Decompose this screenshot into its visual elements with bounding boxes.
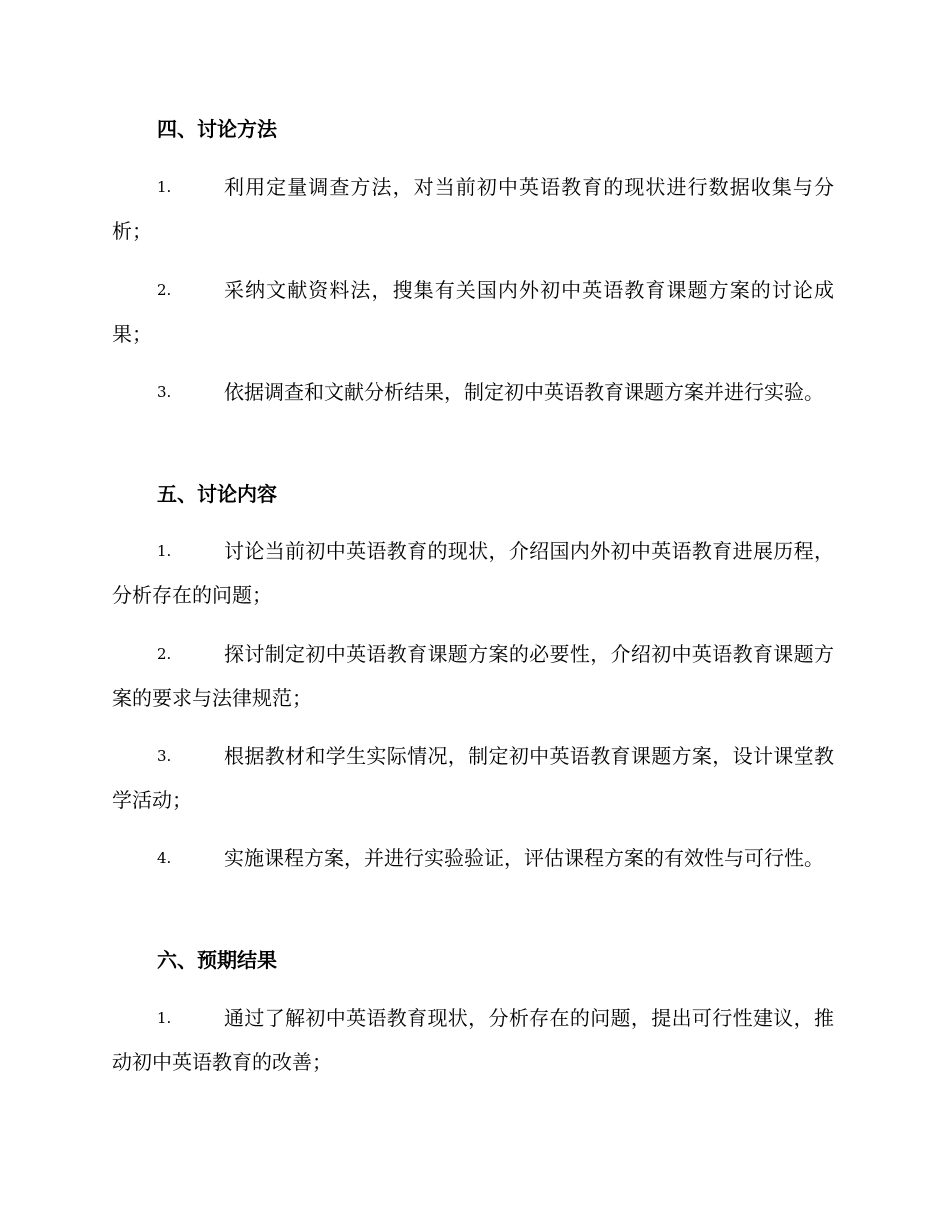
list-item <box>112 165 834 253</box>
list-item <box>112 529 834 617</box>
list-item <box>112 836 834 880</box>
list-item-text: 通过了解初中英语教育现状，分析存在的问题，提出可行性建议，推动初中英语教育的改善； <box>112 1006 834 1074</box>
list-item-number: 1. <box>157 542 172 560</box>
list-item-text: 依据调查和文献分析结果，制定初中英语教育课题方案并进行实验。 <box>224 380 824 404</box>
list-item-number: 1. <box>157 178 172 196</box>
list-item <box>112 370 834 414</box>
list-item-number: 4. <box>157 849 172 867</box>
list-item <box>112 268 834 356</box>
list-item-number: 3. <box>157 383 172 401</box>
list-item <box>112 996 834 1084</box>
section-heading-content: 五、讨论内容 <box>157 482 277 506</box>
list-item-text: 采纳文献资料法，搜集有关国内外初中英语教育课题方案的讨论成果； <box>112 278 834 346</box>
list-item-text: 讨论当前初中英语教育的现状，介绍国内外初中英语教育进展历程，分析存在的问题； <box>112 539 834 607</box>
list-item-number: 3. <box>157 747 172 765</box>
list-item-text: 实施课程方案，并进行实验验证，评估课程方案的有效性与可行性。 <box>224 846 824 870</box>
list-item <box>112 734 834 822</box>
list-item-text: 探讨制定初中英语教育课题方案的必要性，介绍初中英语教育课题方案的要求与法律规范； <box>112 642 834 710</box>
list-item-number: 2. <box>157 281 172 299</box>
list-item-number: 2. <box>157 645 172 663</box>
section-heading-expected-results: 六、预期结果 <box>157 948 277 972</box>
section-heading-methods: 四、讨论方法 <box>157 117 277 141</box>
list-item-text: 根据教材和学生实际情况，制定初中英语教育课题方案，设计课堂教学活动； <box>112 744 834 812</box>
list-item-number: 1. <box>157 1009 172 1027</box>
list-item <box>112 632 834 720</box>
list-item-text: 利用定量调查方法，对当前初中英语教育的现状进行数据收集与分析； <box>112 175 834 243</box>
